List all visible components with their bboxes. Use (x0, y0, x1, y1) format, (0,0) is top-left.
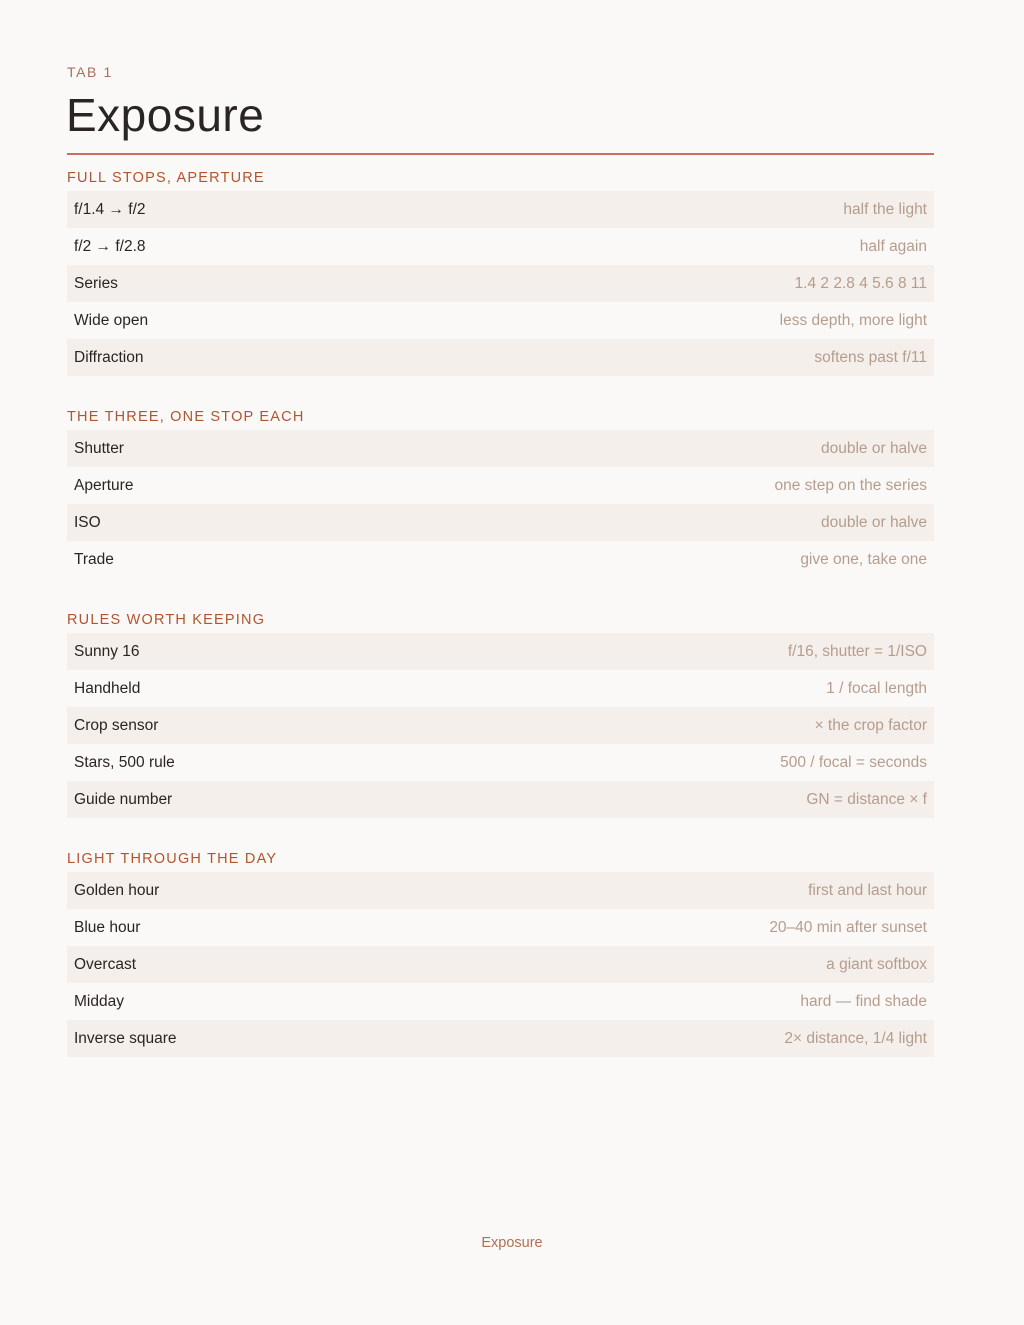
row-label: ISO (74, 513, 101, 531)
row-value: 500 / focal = seconds (780, 753, 927, 771)
section-rows (67, 633, 934, 818)
table-row (67, 541, 934, 578)
row-label: Diffraction (74, 348, 144, 366)
row-label: f/2 → f/2.8 (74, 237, 146, 255)
title-divider (67, 153, 934, 155)
table-row (67, 633, 934, 670)
table-row (67, 191, 934, 228)
section-heading: FULL STOPS, APERTURE (67, 170, 265, 186)
row-label: Shutter (74, 439, 124, 457)
section-rules (67, 612, 934, 818)
table-row (67, 872, 934, 909)
section-full-stops (67, 170, 934, 376)
section-rows (67, 430, 934, 578)
table-row (67, 302, 934, 339)
row-label: Handheld (74, 679, 141, 697)
row-label: Crop sensor (74, 716, 159, 734)
table-row (67, 670, 934, 707)
table-row (67, 909, 934, 946)
row-label: Golden hour (74, 881, 160, 899)
table-row (67, 339, 934, 376)
table-row (67, 1020, 934, 1057)
row-label: f/1.4 → f/2 (74, 200, 146, 218)
section-light (67, 851, 934, 1057)
row-value: half the light (843, 200, 927, 218)
row-value: 1 / focal length (826, 679, 927, 697)
table-row (67, 430, 934, 467)
row-value: softens past f/11 (814, 348, 927, 366)
row-label: Overcast (74, 955, 137, 973)
row-label: Series (74, 274, 118, 292)
table-row (67, 265, 934, 302)
row-value: × the crop factor (814, 716, 927, 734)
section-heading: THE THREE, ONE STOP EACH (67, 409, 305, 425)
table-row (67, 983, 934, 1020)
tab-label: TAB 1 (67, 64, 113, 80)
row-value: hard — find shade (800, 992, 927, 1010)
row-value: one step on the series (774, 476, 927, 494)
section-the-three (67, 409, 934, 578)
row-label: Wide open (74, 311, 149, 329)
row-label: Sunny 16 (74, 642, 140, 660)
section-rows (67, 191, 934, 376)
row-value: 2× distance, 1/4 light (784, 1029, 927, 1047)
row-value: half again (859, 237, 927, 255)
row-label: Guide number (74, 790, 173, 808)
row-label: Inverse square (74, 1029, 177, 1047)
table-row (67, 467, 934, 504)
table-row (67, 228, 934, 265)
row-value: GN = distance × f (806, 790, 927, 808)
table-row (67, 946, 934, 983)
page-title: Exposure (66, 89, 265, 141)
row-label: Midday (74, 992, 124, 1010)
table-row (67, 707, 934, 744)
table-row (67, 744, 934, 781)
row-label: Aperture (74, 476, 134, 494)
row-label: Trade (74, 550, 114, 568)
table-row (67, 781, 934, 818)
row-value: double or halve (821, 439, 927, 457)
section-heading: RULES WORTH KEEPING (67, 612, 266, 628)
section-heading: LIGHT THROUGH THE DAY (67, 851, 278, 867)
row-label: Blue hour (74, 918, 141, 936)
row-value: f/16, shutter = 1/ISO (787, 642, 927, 660)
row-value: 20–40 min after sunset (769, 918, 927, 936)
page-footer: Exposure (481, 1235, 543, 1251)
section-rows (67, 872, 934, 1057)
row-value: a giant softbox (826, 955, 927, 973)
row-value: first and last hour (808, 881, 927, 899)
row-value: 1.4 2 2.8 4 5.6 8 11 (794, 274, 927, 292)
row-value: give one, take one (800, 550, 927, 568)
table-row (67, 504, 934, 541)
row-value: double or halve (821, 513, 927, 531)
row-value: less depth, more light (779, 311, 927, 329)
row-label: Stars, 500 rule (74, 753, 175, 771)
